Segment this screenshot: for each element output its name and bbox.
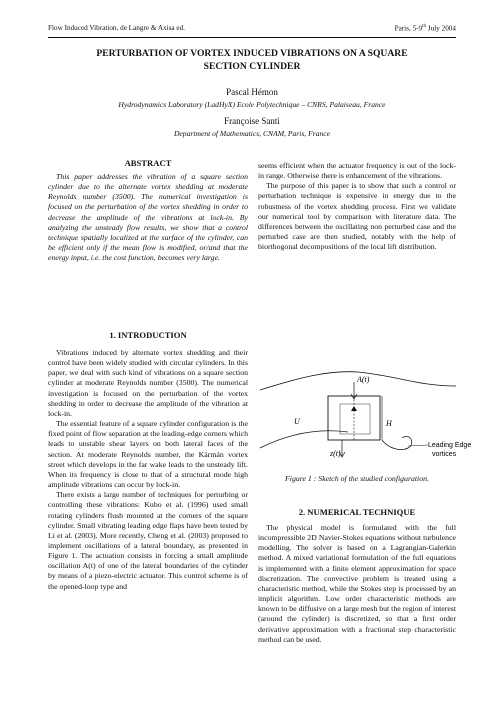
author-affiliation: Department of Mathematics, CNAM, Paris, France <box>173 129 331 138</box>
label-U: U <box>294 417 300 426</box>
label-vortices-2: vortices <box>432 451 457 458</box>
abstract-heading: ABSTRACT <box>124 158 172 168</box>
introduction-text <box>48 348 248 592</box>
running-header-left: Flow Induced Vibration, de Langre & Axisa ed. <box>48 24 185 32</box>
figure-caption: Figure 1 : Sketch of the studied configuration. <box>285 474 429 483</box>
numerical-heading: 2. NUMERICAL TECHNIQUE <box>298 507 416 517</box>
paragraph: There exists a large number of techniques for perturbing or controlling these vibrations: Kubo et al. (1996) used small rotating cylinders flush mounted at the corners of the square cylinder. Small vibrating leading edge flaps have been tested by Li et al. (2003). More recently, Cheng et al. (2003) proposed to implement oscillations of a lateral boundary, as presented in Figure 1. The actuation consists in forcing a small amplitude oscillation A(t) of one of the lateral boundaries of the cylinder by means of a piezo-electric actuator. This control scheme is of the opened-loop type and <box>48 490 248 591</box>
vortex-swirl <box>382 436 412 449</box>
label-z: z(t) <box>330 449 341 458</box>
paper-title: PERTURBATION OF VORTEX INDUCED VIBRATIONS ON A SQUARE SECTION CYLINDER <box>96 48 408 72</box>
label-H: H <box>386 419 392 428</box>
running-header-right: Paris, 5-9th July 2004 <box>394 24 456 33</box>
label-A: A(t) <box>357 375 370 384</box>
abstract-text: This paper addresses the vibration of a square section cylinder due to the alternate vortex shedding at moderate Reynolds number (3500). The numerical investigation is focused on the perturbation of the vortex shedding in order to decrease the amplitude of the vibrations at lock-in. By analyzing the unsteady flow results, we show that a control technique spatially localized at the surface of the cylinder, can be efficient only if the mean flow is modified, or/and that the energy input, i.e. the cost function, becomes very large. <box>48 172 248 263</box>
streamline <box>260 431 348 448</box>
right-column-text <box>258 161 456 252</box>
paragraph: Vibrations induced by alternate vortex shedding and their control have been widely studied with circular cylinders. In this paper, we deal with such kind of vibrations on a square section cylinder at moderate Reynolds number (3500). The numerical investigation is focused on the perturbation of the vortex shedding in order to decrease the amplitude of the vibration at lock-in. <box>48 348 248 418</box>
label-vortices-1: Leading Edge <box>428 442 472 449</box>
author-affiliation: Hydrodynamics Laboratory (LadHyX) Ecole Polytechnique – CNRS, Palaiseau, France <box>118 100 386 109</box>
numerical-text <box>258 523 456 645</box>
author-name: Pascal Hémon <box>226 87 278 97</box>
author-name: Françoise Santi <box>224 116 280 126</box>
paragraph: The physical model is formulated with the full incompressible 2D Navier-Stokes equations without turbulence modelling. The solver is based on a Lagrangian-Galerkin method. A mixed variational formulation of the full equations is implemented with a finite element approximation for space discretization. The convective problem is treated using a characteristic method, while the Stokes step is processed by an implicit algorithm. Low order characteristic methods are known to be diffusive on a large mesh but the region of interest (around the cylinder) is discretized, so that a first order derivative approximation with a fractional step characteristic method can be used. <box>258 523 456 644</box>
header-rule <box>48 37 456 38</box>
paragraph: seems efficient when the actuator frequency is out of the lock-in range. Otherwise there is enhancement of the vibrations. <box>258 161 456 181</box>
introduction-heading: 1. INTRODUCTION <box>109 330 187 340</box>
paragraph: The essential feature of a square cylinder configuration is the fixed point of flow separation at the leading-edge corners which leads to unstable shear layers on both lateral faces of the section. At moderate Reynolds number, the Kármán vortex street which develops in the far wake leads to the unsteady lift. When its frequency is close to that of a structural mode high amplitude vibrations can occur by lock-in. <box>48 419 248 490</box>
paragraph: The purpose of this paper is to show that such a control or perturbation technique is expensive in energy due to the robustness of the vortex shedding process. First we validate our numerical tool by comparison with literature data. The differences between the oscillating non perturbed case and the perturbed case are then studied, notably with the help of biorthogonal decompositions of the local lift distribution. <box>258 181 456 252</box>
figure-1-sketch <box>258 352 472 462</box>
